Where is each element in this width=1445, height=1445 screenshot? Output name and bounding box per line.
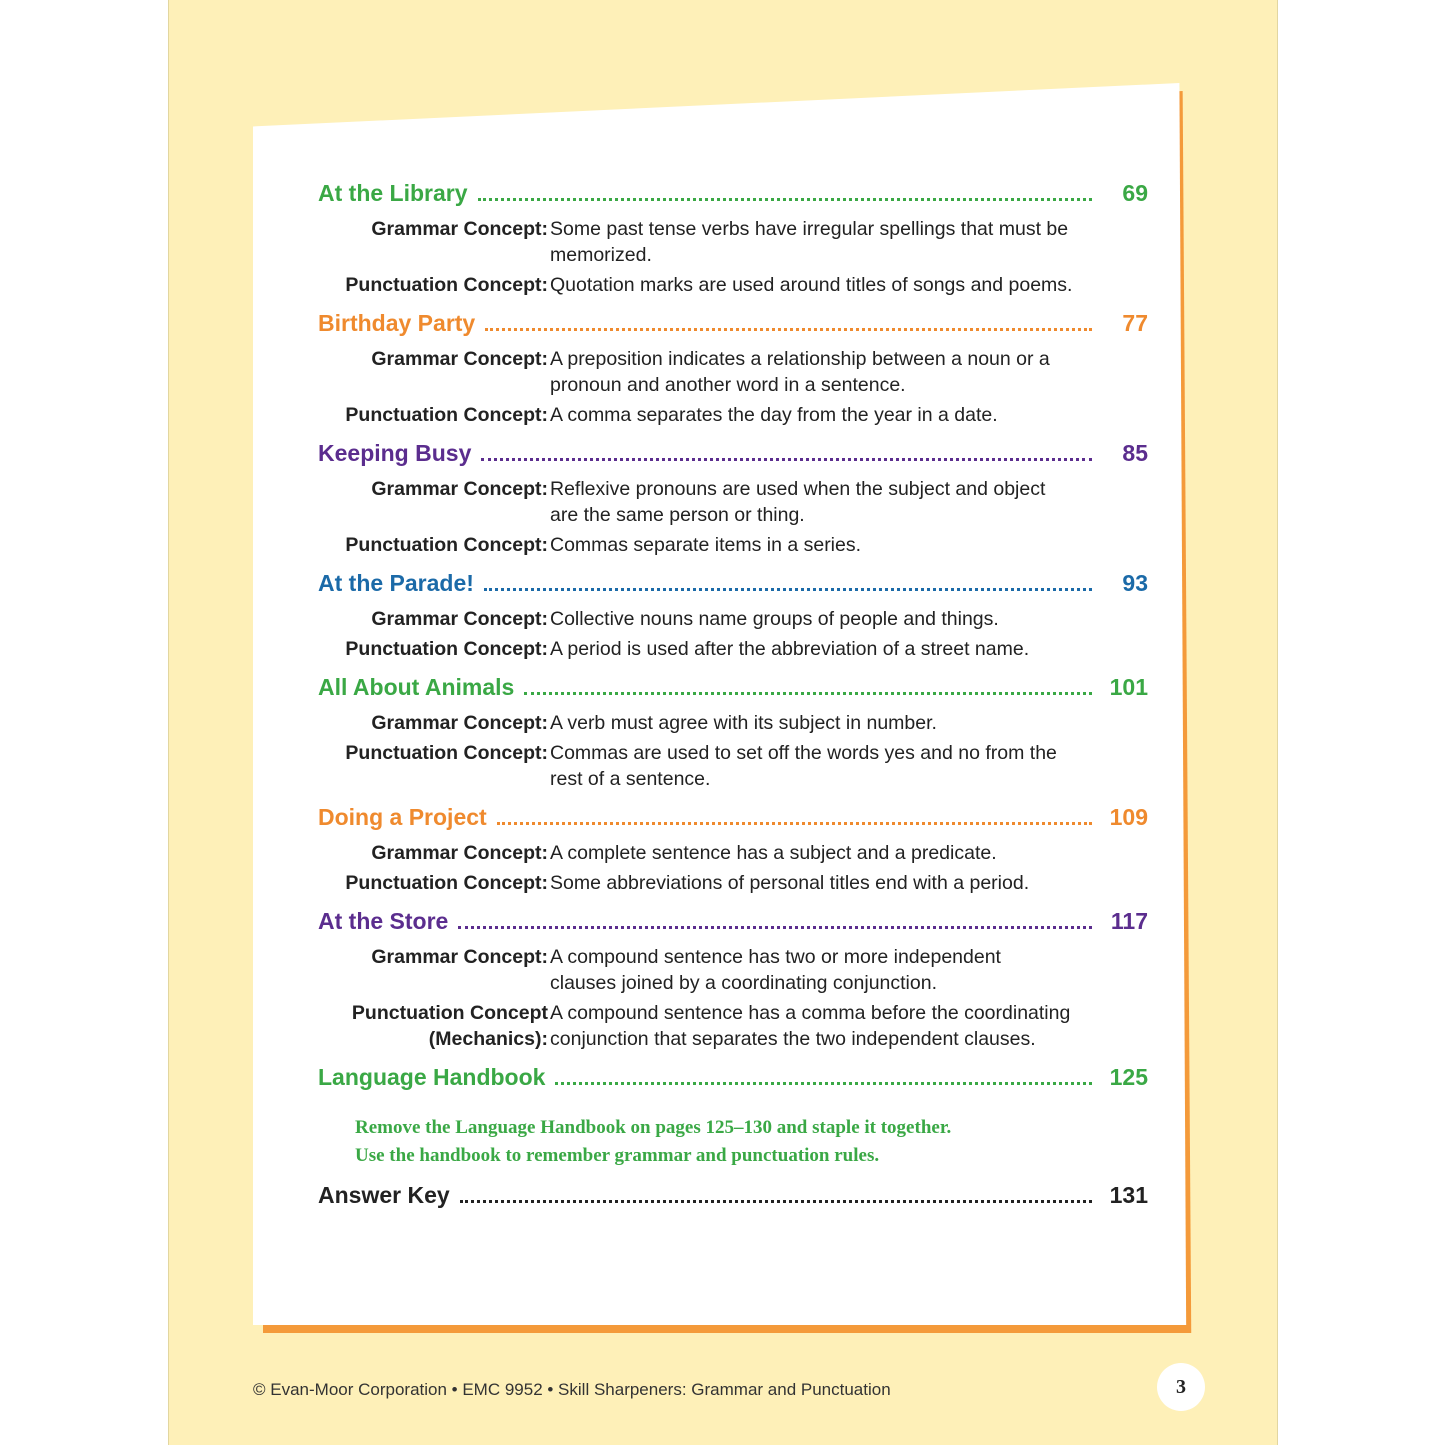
handbook-note (355, 1114, 1148, 1170)
toc-title-row[interactable] (318, 804, 1148, 836)
grammar-concept (318, 606, 1148, 632)
dot-leader (484, 587, 1092, 591)
punctuation-label: Punctuation Concept: (345, 742, 548, 764)
dot-leader (460, 1199, 1092, 1203)
grammar-text: A complete sentence has a subject and a predicate. (550, 842, 997, 864)
toc-page-number: 101 (1109, 674, 1148, 700)
grammar-concept (318, 346, 1148, 398)
toc-entry-title: At the Parade! (318, 570, 474, 596)
toc-entry-title: Doing a Project (318, 804, 487, 830)
punctuation-concept (318, 1000, 1148, 1052)
punctuation-text: A comma separates the day from the year in a date. (550, 404, 998, 426)
punctuation-concept (318, 740, 1148, 792)
toc-title-row[interactable] (318, 310, 1148, 342)
page-number-badge: 3 (1157, 1363, 1205, 1411)
punctuation-text: A period is used after the abbreviation of a street name. (550, 638, 1030, 660)
punctuation-concept (318, 272, 1148, 298)
toc-entry (318, 674, 1148, 792)
dot-leader (497, 821, 1092, 825)
toc-entry (318, 804, 1148, 896)
punctuation-label: Punctuation Concept: (345, 638, 548, 660)
toc-entry (318, 908, 1148, 1052)
punctuation-concept (318, 532, 1148, 558)
toc-page-number: 77 (1122, 310, 1148, 336)
toc-page-number: 93 (1122, 570, 1148, 596)
grammar-concept (318, 216, 1148, 268)
grammar-label: Grammar Concept: (371, 478, 548, 500)
handbook-note-line: Use the handbook to remember grammar and punctuation rules. (355, 1145, 880, 1166)
grammar-label: Grammar Concept: (371, 218, 548, 240)
grammar-label: Grammar Concept: (371, 348, 548, 370)
grammar-label: Grammar Concept: (371, 842, 548, 864)
toc-entry (318, 440, 1148, 558)
punctuation-text: Some abbreviations of personal titles end with a period. (550, 872, 1030, 894)
toc-title-row[interactable] (318, 180, 1148, 212)
toc-title-row[interactable] (318, 674, 1148, 706)
punctuation-concept (318, 870, 1148, 896)
toc-title-row[interactable] (318, 440, 1148, 472)
dot-leader (481, 457, 1092, 461)
toc-entry-answer-key (318, 1182, 1148, 1214)
grammar-text: Collective nouns name groups of people and things. (550, 608, 999, 630)
dot-leader (485, 327, 1092, 331)
grammar-label: Grammar Concept: (371, 608, 548, 630)
dot-leader (478, 197, 1092, 201)
toc-title-row[interactable] (318, 570, 1148, 602)
dot-leader (524, 691, 1092, 695)
toc-entry-title: Answer Key (318, 1182, 450, 1208)
grammar-text: A verb must agree with its subject in number. (550, 712, 937, 734)
toc-title-row[interactable] (318, 908, 1148, 940)
toc-entry-title: Language Handbook (318, 1064, 546, 1090)
grammar-text: Some past tense verbs have irregular spellings that must be memorized. (550, 218, 1069, 266)
punctuation-label: Punctuation Concept: (345, 274, 548, 296)
toc-entry-title: At the Library (318, 180, 468, 206)
punctuation-label: Punctuation Concept (Mechanics): (351, 1002, 548, 1050)
toc-page-number: 85 (1122, 440, 1148, 466)
toc-entry (318, 570, 1148, 662)
toc-title-row[interactable] (318, 1182, 1148, 1214)
toc-page-number: 125 (1109, 1064, 1148, 1090)
toc-entry-title: Keeping Busy (318, 440, 472, 466)
grammar-text: Reflexive pronouns are used when the subject and object are the same person or thing. (550, 478, 1046, 526)
punctuation-text: Commas separate items in a series. (550, 534, 862, 556)
grammar-label: Grammar Concept: (371, 712, 548, 734)
punctuation-text: Commas are used to set off the words yes and no from the rest of a sentence. (550, 742, 1057, 790)
punctuation-concept (318, 636, 1148, 662)
grammar-text: A preposition indicates a relationship between a noun or a pronoun and another word in a sentence. (550, 348, 1050, 396)
punctuation-label: Punctuation Concept: (345, 872, 548, 894)
grammar-concept (318, 476, 1148, 528)
toc-entry-title: All About Animals (318, 674, 515, 700)
footer-copyright: © Evan-Moor Corporation • EMC 9952 • Skill Sharpeners: Grammar and Punctuation (253, 1380, 891, 1399)
toc-title-row[interactable] (318, 1064, 1148, 1096)
toc-page-number: 109 (1109, 804, 1148, 830)
grammar-label: Grammar Concept: (371, 946, 548, 968)
dot-leader (458, 925, 1092, 929)
grammar-concept (318, 840, 1148, 866)
punctuation-text: Quotation marks are used around titles of songs and poems. (550, 274, 1073, 296)
toc-entry-handbook (318, 1064, 1148, 1170)
handbook-note-line: Remove the Language Handbook on pages 125–130 and staple it together. (355, 1117, 952, 1138)
punctuation-concept (318, 402, 1148, 428)
table-of-contents (318, 180, 1148, 1226)
toc-entry-title: Birthday Party (318, 310, 476, 336)
grammar-concept (318, 944, 1148, 996)
punctuation-label: Punctuation Concept: (345, 534, 548, 556)
toc-page-number: 131 (1109, 1182, 1148, 1208)
toc-page-number: 69 (1122, 180, 1148, 206)
grammar-concept (318, 710, 1148, 736)
toc-entry (318, 180, 1148, 298)
punctuation-text: A compound sentence has a comma before the coordinating conjunction that separates the two independent clauses. (550, 1002, 1071, 1050)
toc-entry (318, 310, 1148, 428)
grammar-text: A compound sentence has two or more independent clauses joined by a coordinating conjunction. (550, 946, 1001, 994)
toc-entry-title: At the Store (318, 908, 449, 934)
toc-page-number: 117 (1110, 908, 1148, 934)
punctuation-label: Punctuation Concept: (345, 404, 548, 426)
dot-leader (555, 1081, 1092, 1085)
